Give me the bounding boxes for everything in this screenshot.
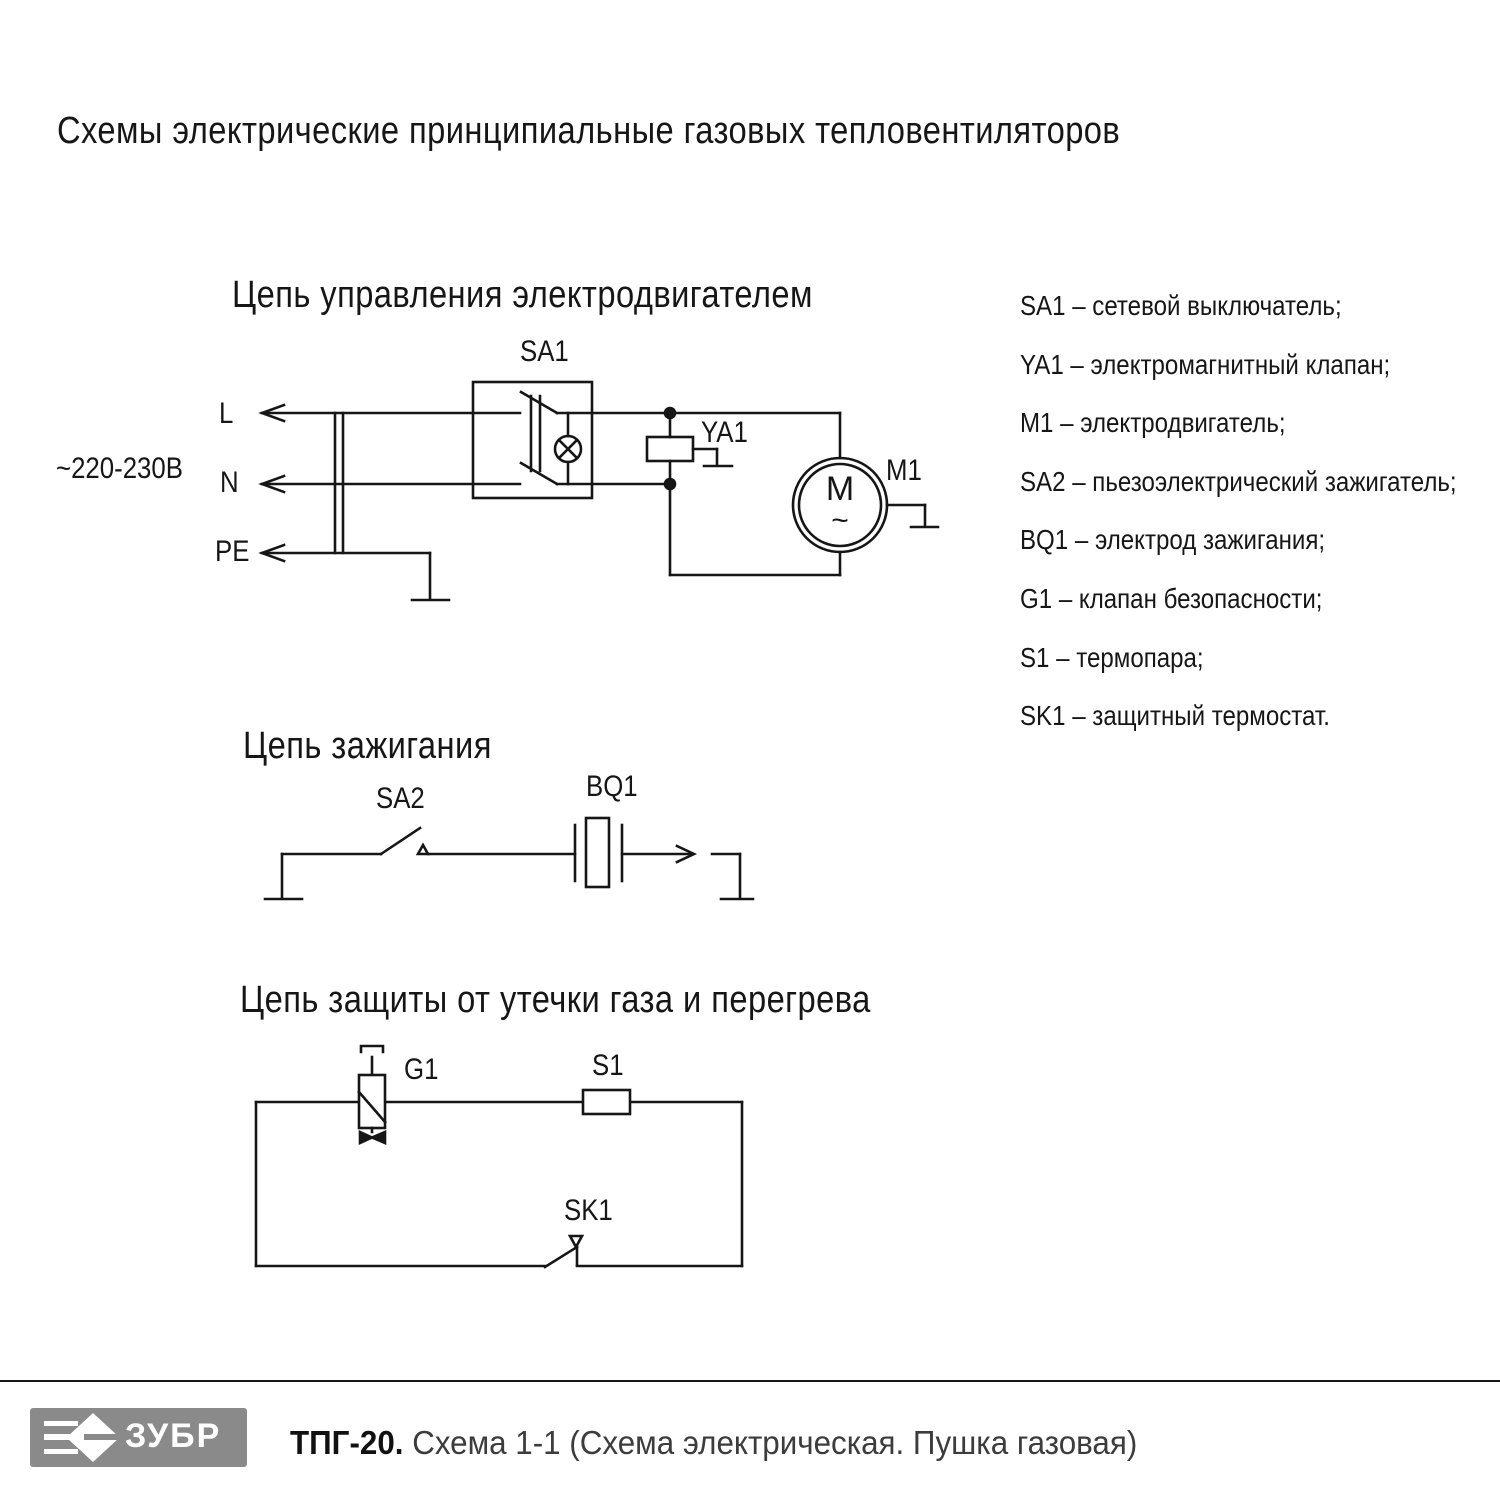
bq1-label: BQ1 xyxy=(586,770,638,803)
legend-item-sk1: SK1 – защитный термостат. xyxy=(1020,700,1330,731)
footer-caption-line xyxy=(290,1424,1137,1462)
terminal-l-label: L xyxy=(219,397,234,430)
sa1-switch-symbol xyxy=(473,382,592,498)
sk1-thermostat-symbol xyxy=(545,1236,582,1267)
sk1-label: SK1 xyxy=(564,1194,613,1227)
motor-control-heading: Цепь управления электродвигателем xyxy=(232,274,813,316)
terminal-arrow-pe-icon xyxy=(262,545,430,561)
voltage-label: ~220-230В xyxy=(56,452,183,485)
protection-heading: Цепь защиты от утечки газа и перегрева xyxy=(240,979,871,1021)
terminal-arrow-n-icon xyxy=(262,476,520,492)
ignition-right-terminal xyxy=(712,854,753,899)
ignition-circuit-drawing xyxy=(265,818,753,899)
legend-item-s1: S1 – термопара; xyxy=(1020,642,1204,673)
legend-item-sa2: SA2 – пьезоэлектрический зажигатель; xyxy=(1020,466,1457,497)
pe-ground-icon xyxy=(412,553,449,600)
spark-arrow-icon xyxy=(622,846,694,862)
s1-label: S1 xyxy=(592,1049,624,1082)
terminal-n-label: N xyxy=(220,466,239,499)
s1-thermocouple-symbol xyxy=(583,1090,630,1114)
sa1-label: SA1 xyxy=(520,335,569,368)
m1-label: M1 xyxy=(886,454,922,487)
ignition-heading: Цепь зажигания xyxy=(243,725,492,767)
legend-item-ya1: YA1 – электромагнитный клапан; xyxy=(1020,349,1391,380)
zubr-logo-text: ЗУБР xyxy=(125,1417,222,1455)
page-title: Схемы электрические принципиальные газовых тепловентиляторов xyxy=(57,110,1121,152)
legend-item-bq1: BQ1 – электрод зажигания; xyxy=(1020,524,1326,555)
sa2-switch-symbol xyxy=(381,828,428,854)
terminal-pe-label: PE xyxy=(215,535,250,568)
legend-item-sa1: SA1 – сетевой выключатель; xyxy=(1020,290,1342,321)
ignition-left-ground-icon xyxy=(265,854,302,899)
footer-divider xyxy=(0,1380,1500,1382)
motor-ac-symbol: ~ xyxy=(831,504,849,537)
schema-caption: Схема 1-1 (Схема электрическая. Пушка газовая) xyxy=(403,1424,1138,1461)
terminal-arrow-l-icon xyxy=(262,405,520,421)
g1-label: G1 xyxy=(404,1053,439,1086)
g1-safety-valve-symbol xyxy=(359,1046,385,1143)
legend-item-g1: G1 – клапан безопасности; xyxy=(1020,583,1323,614)
zubr-logo xyxy=(30,1408,247,1467)
motor-m-letter: M xyxy=(825,470,855,508)
protection-circuit-drawing xyxy=(256,1046,742,1267)
model-label: ТПГ-20. xyxy=(290,1424,404,1461)
legend-item-m1: M1 – электродвигатель; xyxy=(1020,407,1286,438)
ya1-label: YA1 xyxy=(701,416,748,449)
bq1-electrode-symbol xyxy=(575,818,622,887)
sa2-label: SA2 xyxy=(376,782,425,815)
